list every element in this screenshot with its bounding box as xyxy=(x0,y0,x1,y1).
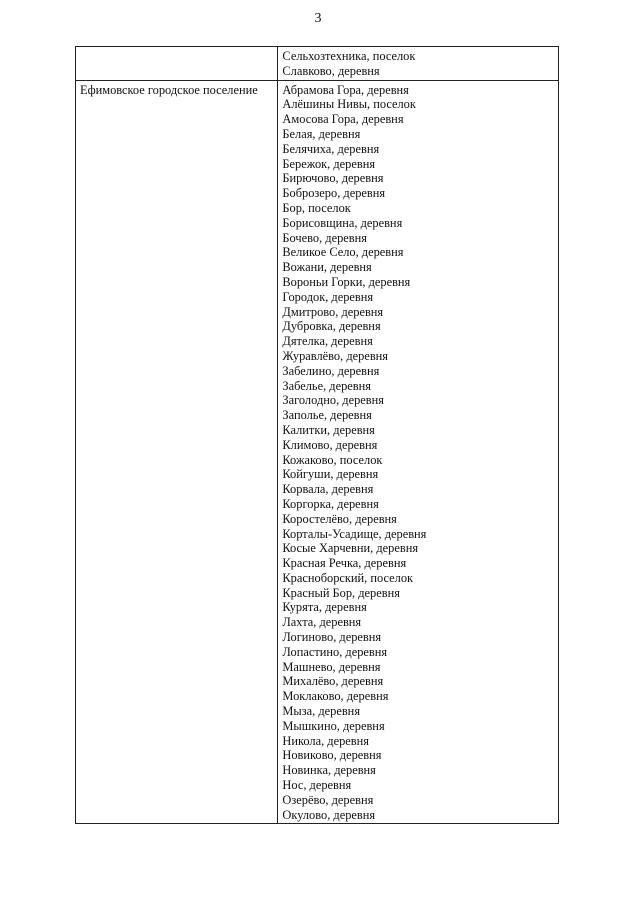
settlement-item: Калитки, деревня xyxy=(282,422,375,437)
settlement-list xyxy=(282,83,558,823)
settlement-item: Моклаково, деревня xyxy=(282,689,389,704)
settlement-list xyxy=(282,49,558,79)
settlement-item: Вороньи Горки, деревня xyxy=(282,274,411,289)
settlement-item: Заполье, деревня xyxy=(282,408,372,423)
settlement-item: Борисовщина, деревня xyxy=(282,215,403,230)
settlement-item: Дятелка, деревня xyxy=(282,334,373,349)
settlement-item: Славково, деревня xyxy=(282,63,380,78)
settlement-item: Машнево, деревня xyxy=(282,659,381,674)
settlement-item: Лахта, деревня xyxy=(282,615,362,630)
settlement-item: Белячиха, деревня xyxy=(282,141,380,156)
settlement-item: Боброзеро, деревня xyxy=(282,186,386,201)
settlement-item: Дмитрово, деревня xyxy=(282,304,384,319)
settlement-item: Корвала, деревня xyxy=(282,482,374,497)
settlement-item: Коргорка, деревня xyxy=(282,496,379,511)
settlement-item: Бор, поселок xyxy=(282,200,351,215)
settlement-item: Курята, деревня xyxy=(282,600,367,615)
settlement-item: Косые Харчевни, деревня xyxy=(282,541,419,556)
settlement-item: Новиково, деревня xyxy=(282,748,382,763)
settlement-item: Бирючово, деревня xyxy=(282,171,384,186)
settlement-item: Михалёво, деревня xyxy=(282,674,384,689)
settlement-item: Алёшины Нивы, поселок xyxy=(282,97,416,112)
settlements-table xyxy=(75,46,559,824)
settlement-item: Дубровка, деревня xyxy=(282,319,381,334)
settlement-item: Койгуши, деревня xyxy=(282,467,379,482)
municipality-cell: Ефимовское городское поселение xyxy=(76,80,278,824)
settlement-item: Окулово, деревня xyxy=(282,807,376,822)
settlement-item: Белая, деревня xyxy=(282,126,361,141)
settlement-item: Бережок, деревня xyxy=(282,156,376,171)
settlement-item: Лопастино, деревня xyxy=(282,644,388,659)
settlement-item: Заголодно, деревня xyxy=(282,393,384,408)
table-body xyxy=(76,47,559,824)
settlement-item: Коростелёво, деревня xyxy=(282,511,397,526)
settlement-item: Кожаково, поселок xyxy=(282,452,383,467)
table-row xyxy=(76,47,559,81)
settlement-item: Вожани, деревня xyxy=(282,260,372,275)
settlement-item: Мыза, деревня xyxy=(282,704,361,719)
table-row xyxy=(76,80,559,824)
settlement-item: Красная Речка, деревня xyxy=(282,556,407,571)
settlement-item: Городок, деревня xyxy=(282,289,374,304)
settlement-item: Абрамова Гора, деревня xyxy=(282,82,409,97)
settlement-item: Амосова Гора, деревня xyxy=(282,112,404,127)
municipality-cell xyxy=(76,47,278,81)
settlement-item: Сельхозтехника, поселок xyxy=(282,49,416,63)
settlement-item: Журавлёво, деревня xyxy=(282,348,388,363)
page-number: 3 xyxy=(314,11,322,26)
settlement-item: Великое Село, деревня xyxy=(282,245,404,260)
settlement-item: Климово, деревня xyxy=(282,437,378,452)
settlement-item: Никола, деревня xyxy=(282,733,369,748)
settlement-item: Бочево, деревня xyxy=(282,230,367,245)
settlement-item: Красноборский, поселок xyxy=(282,570,414,585)
settlement-item: Корталы-Усадище, деревня xyxy=(282,526,427,541)
settlement-item: Забелино, деревня xyxy=(282,363,380,378)
settlement-item: Озерёво, деревня xyxy=(282,792,374,807)
settlement-item: Логиново, деревня xyxy=(282,630,382,645)
settlements-cell xyxy=(278,80,559,824)
settlement-item: Мышкино, деревня xyxy=(282,718,385,733)
settlement-item: Новинка, деревня xyxy=(282,763,376,778)
settlement-item: Забелье, деревня xyxy=(282,378,371,393)
settlement-item: Нос, деревня xyxy=(282,778,352,793)
settlement-item: Красный Бор, деревня xyxy=(282,585,400,600)
settlements-cell xyxy=(278,47,559,81)
